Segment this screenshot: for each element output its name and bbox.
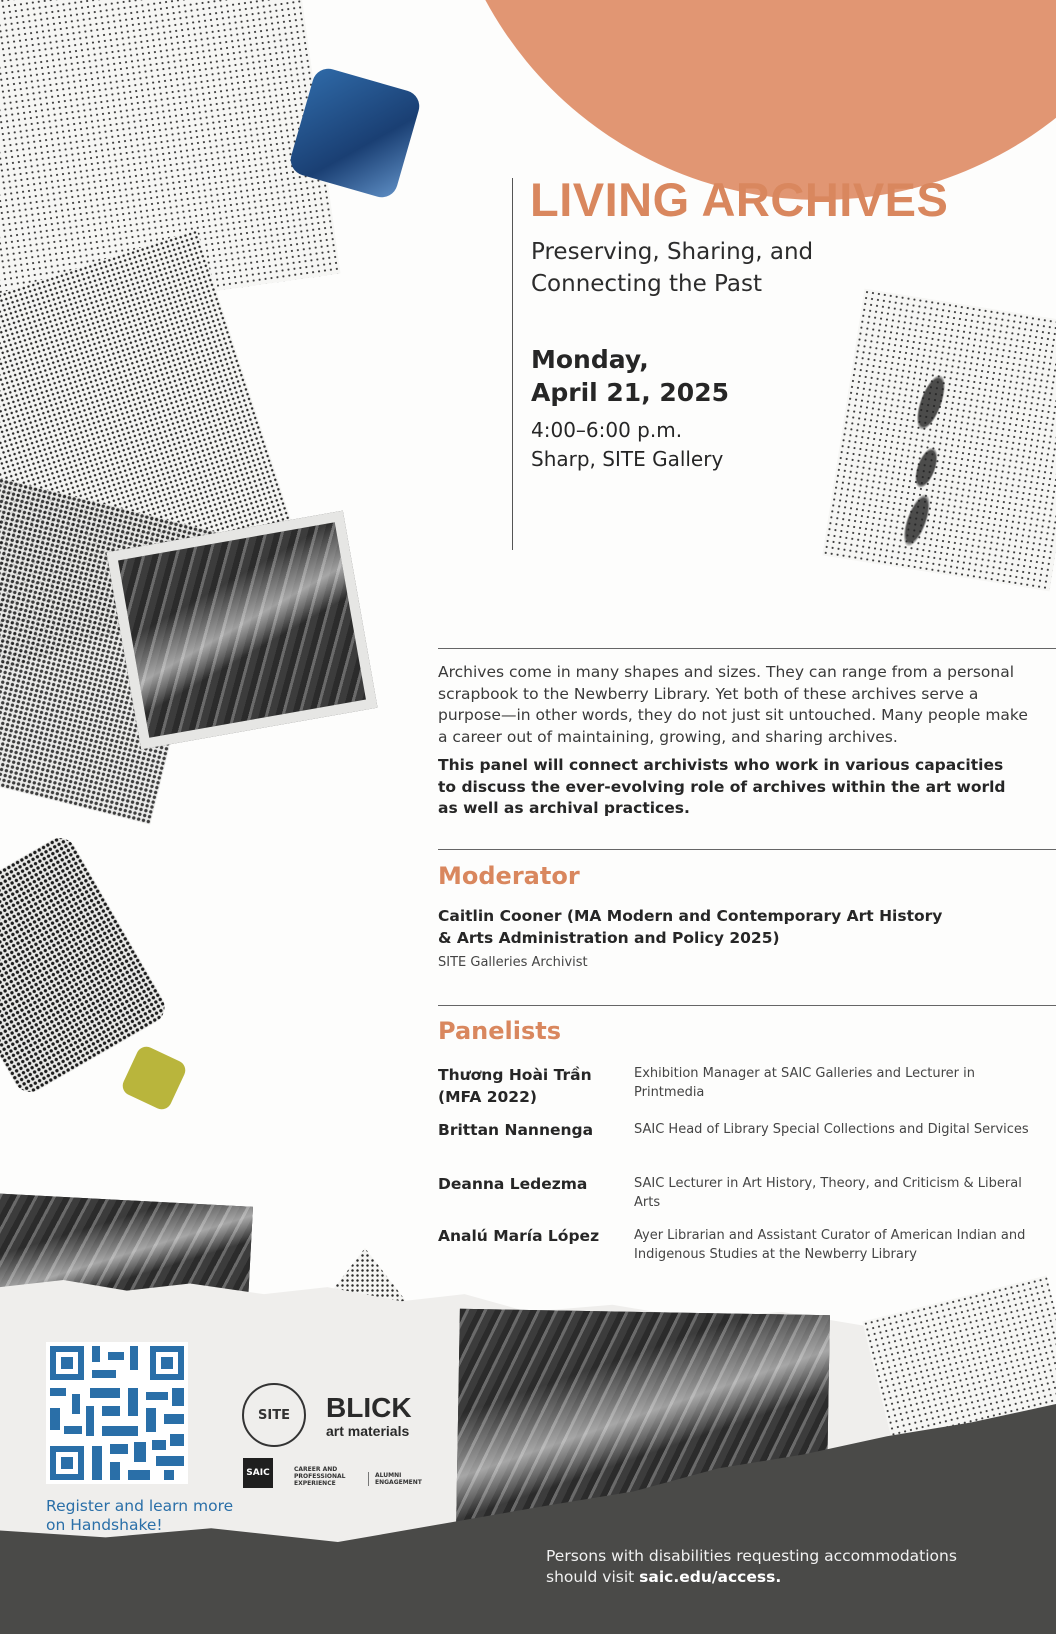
vertical-divider bbox=[512, 178, 513, 550]
saic-logo: SAIC bbox=[243, 1458, 273, 1488]
moderator-heading: Moderator bbox=[438, 862, 580, 890]
event-time: 4:00–6:00 p.m. bbox=[531, 418, 683, 442]
access-text: Persons with disabilities requesting accommodations should visit bbox=[546, 1547, 957, 1586]
event-location: Sharp, SITE Gallery bbox=[531, 447, 724, 471]
career-experience-logo: CAREER AND PROFESSIONAL EXPERIENCE bbox=[294, 1466, 346, 1487]
handshake-qr-code[interactable] bbox=[46, 1342, 188, 1484]
blick-logo-subtitle: art materials bbox=[326, 1423, 410, 1439]
register-cta[interactable]: Register and learn more on Handshake! bbox=[46, 1497, 234, 1534]
event-time-location bbox=[531, 416, 723, 474]
access-link[interactable]: saic.edu/access. bbox=[639, 1568, 782, 1586]
panelist-role: SAIC Head of Library Special Collections and Digital Services bbox=[634, 1122, 1029, 1137]
section-divider bbox=[438, 1005, 1056, 1006]
event-day: Monday, bbox=[531, 345, 649, 374]
panelist-name: Analú María López bbox=[438, 1227, 600, 1245]
moderator-role: SITE Galleries Archivist bbox=[438, 955, 588, 970]
event-date-value: April 21, 2025 bbox=[531, 378, 729, 407]
intro-paragraph: Archives come in many shapes and sizes. They can range from a personal scrapbook to the Newberry Library. Yet both of these archives serve a purpose—in other words, they do not just sit untouched. Many people make a career out of maintaining, growing, and sharing archives. bbox=[438, 663, 1028, 746]
panelist-name: Brittan Nannenga bbox=[438, 1121, 594, 1139]
accessibility-note bbox=[546, 1546, 996, 1588]
blick-logo: BLICK bbox=[326, 1392, 412, 1423]
event-title: LIVING ARCHIVES bbox=[530, 173, 949, 226]
event-date bbox=[531, 343, 729, 409]
panelists-heading: Panelists bbox=[438, 1017, 561, 1045]
road-photo bbox=[106, 511, 377, 750]
event-subtitle: Preserving, Sharing, and Connecting the Past bbox=[531, 239, 814, 297]
panelist-role: SAIC Lecturer in Art History, Theory, and Criticism & Liberal Arts bbox=[634, 1176, 1022, 1210]
highlight-paragraph: This panel will connect archivists who work in various capacities to discuss the ever-evolving role of archives within the art world as well as archival practices. bbox=[438, 756, 1006, 817]
section-divider bbox=[438, 849, 1056, 850]
site-logo: SITE bbox=[242, 1383, 306, 1447]
alumni-engagement-logo: ALUMNI ENGAGEMENT bbox=[368, 1472, 428, 1486]
panelist-name: Deanna Ledezma bbox=[438, 1175, 588, 1193]
yellow-ticket-shape bbox=[119, 1043, 188, 1112]
moderator-name: Caitlin Cooner (MA Modern and Contemporary Art History & Arts Administration and Policy 2025) bbox=[438, 907, 943, 947]
panelist-role: Ayer Librarian and Assistant Curator of American Indian and Indigenous Studies at the Newberry Library bbox=[634, 1228, 1026, 1262]
section-divider bbox=[438, 648, 1056, 649]
panelist-name: Thương Hoài Trần (MFA 2022) bbox=[438, 1066, 592, 1106]
panelist-role: Exhibition Manager at SAIC Galleries and Lecturer in Printmedia bbox=[634, 1066, 975, 1100]
